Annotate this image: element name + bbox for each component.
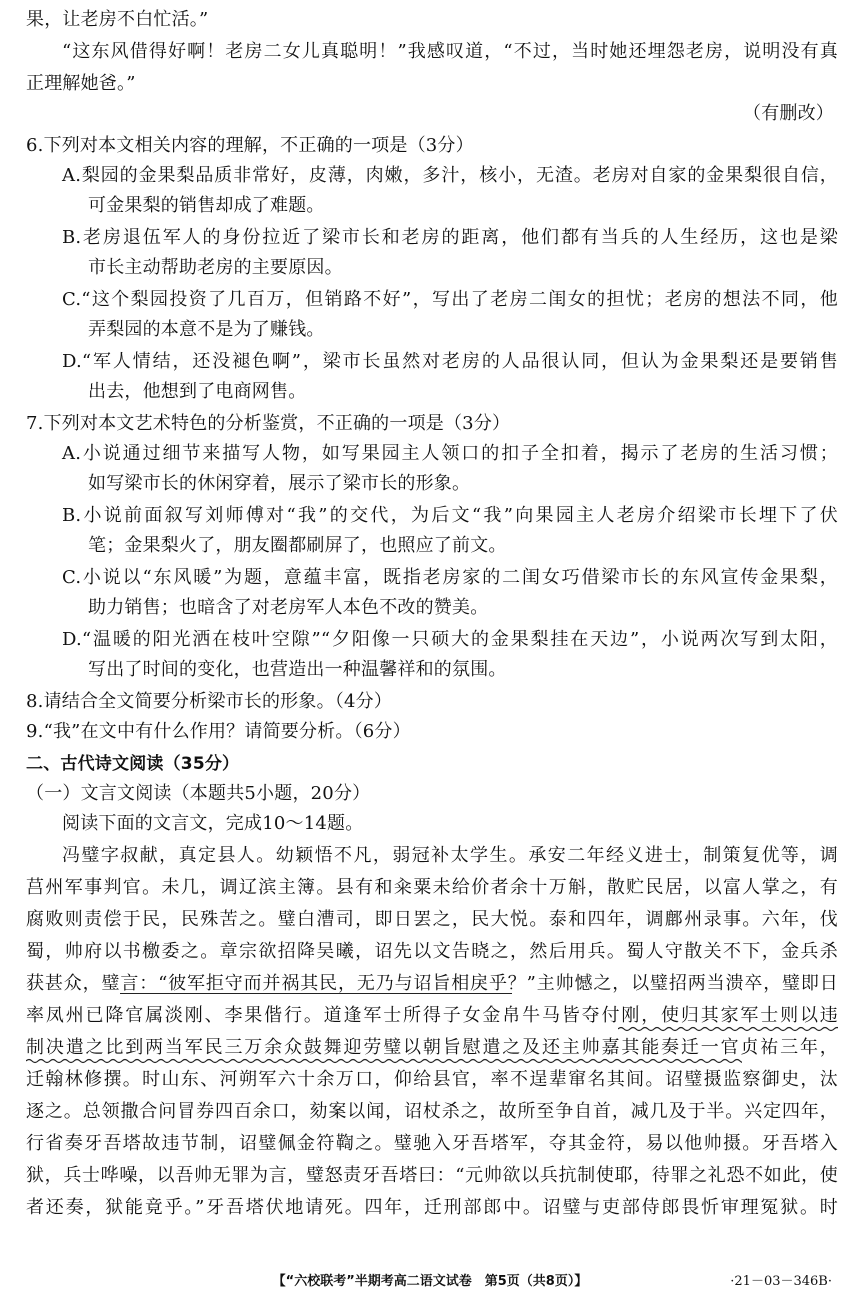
q6-option-a-line2: 可金果梨的销售却成了难题。 [88,195,325,216]
passage-line-11: 狱，兵士哗噪，以吾帅无罪为言，璧怒责牙吾塔曰：“元帅欲以兵抗制使耶，待罪之礼恐不如此，使 [26,1165,838,1186]
source-note: （有删改） [743,103,834,124]
q7-option-c-line2: 助力销售；也暗含了对老房军人本色不改的赞美。 [88,597,489,618]
q6-option-c-line2: 弄梨园的本意不是为了赚钱。 [88,319,325,340]
straight-underline [120,993,512,994]
q7-option-a-line1: A.小说通过细节来描写人物，如写果园主人领口的扣子全扣着，揭示了老房的生活习惯； [62,443,838,464]
q7-option-d-line2: 写出了时间的变化，也营造出一种温馨祥和的氛围。 [88,659,507,680]
text-line-1: 果，让老房不白忙活。” [26,9,209,30]
q7-option-c-line1: C.小说以“东风暖”为题，意蕴丰富，既指老房家的二闺女巧借梁市长的东风宣传金果梨， [62,567,838,588]
question-6: 6.下列对本文相关内容的理解，不正确的一项是（3分） [26,135,474,156]
q6-option-a-line1: A.梨园的金果梨品质非常好，皮薄，肉嫩，多汁，核小，无渣。老房对自家的金果梨很自信， [62,165,838,186]
passage-line-5: 获甚众，璧言：“彼军拒守而并祸其民，无乃与诏旨相戾乎？”主帅憾之，以璧招两当溃卒，璧即日 [26,973,838,994]
q7-option-b-line1: B.小说前面叙写刘师傅对“我”的交代，为后文“我”向果园主人老房介绍梁市长埋下了伏 [62,505,838,526]
q6-option-d-line1: D.“军人情结，还没褪色啊”，梁市长虽然对老房的人品很认同，但认为金果梨还是要销售 [62,351,838,372]
passage-line-12: 者还奏，狱能竟乎。”牙吾塔伏地请死。四年，迁刑部郎中。诏璧与吏部侍郎畏忻审理冤狱。时 [26,1197,838,1218]
passage-line-10: 行省奏牙吾塔故违节制，诏璧佩金符鞫之。璧驰入牙吾塔军，夺其金符，易以他帅摄。牙吾塔入 [26,1133,838,1154]
text-line-3: 正理解她爸。” [26,73,136,94]
passage-line-4: 蜀，帅府以书檄委之。章宗欲招降吴曦，诏先以文告晓之，然后用兵。蜀人守散关不下，金兵杀 [26,941,838,962]
q7-option-d-line1: D.“温暖的阳光洒在枝叶空隙”“夕阳像一只硕大的金果梨挂在天边”，小说两次写到太阳， [62,629,838,650]
q6-option-c-line1: C.“这个梨园投资了几百万，但销路不好”，写出了老房二闺女的担忧；老房的想法不同，他 [62,289,838,310]
reading-instruction: 阅读下面的文言文，完成10～14题。 [62,813,364,834]
q6-option-b-line1: B.老房退伍军人的身份拉近了梁市长和老房的距离，他们都有当兵的人生经历，这也是梁 [62,227,838,248]
question-7: 7.下列对本文艺术特色的分析鉴赏，不正确的一项是（3分） [26,413,511,434]
passage-line-9: 逐之。总领撒合问冒券四百余口，劾案以闻，诏杖杀之，故所至争自首，减几及于半。兴定四年， [26,1101,838,1122]
wavy-underline-1 [618,1026,838,1032]
question-9: 9.“我”在文中有什么作用？请简要分析。（6分） [26,721,411,742]
q6-option-d-line2: 出去，他想到了电商网售。 [88,381,307,402]
passage-line-3: 腐败则责偿于民，民殊苦之。璧白漕司，即日罢之，民大悦。泰和四年，调鄜州录事。六年，伐 [26,909,838,930]
footer-title: 【“六校联考”半期考高二语文试卷 第5页（共8页）】 [272,1274,588,1289]
passage-line-1: 冯璧字叔献，真定县人。幼颖悟不凡，弱冠补太学生。承安二年经义进士，制策复优等，调 [62,845,838,866]
footer-code: ·21－03－346B· [730,1274,832,1289]
subsection-heading: （一）文言文阅读（本题共5小题，20分） [26,783,371,804]
q7-option-a-line2: 如写梁市长的休闲穿着，展示了梁市长的形象。 [88,473,471,494]
passage-line-7: 制决遣之比到两当军民三万余众鼓舞迎劳璧以朝旨慰遣之及还主帅嘉其能奏迁一官贞祐三年， [26,1037,838,1058]
q7-option-b-line2: 笔；金果梨火了，朋友圈都刷屏了，也照应了前文。 [88,535,507,556]
passage-line-6: 率凤州已降官属淡刚、李果偕行。道逢军士所得子女金帛牛马皆夺付刚，使归其家军士则以违 [26,1005,838,1026]
section-heading: 二、古代诗文阅读（35分） [26,754,240,774]
page-footer [0,1270,860,1294]
text-line-2: “这东风借得好啊！老房二女儿真聪明！”我感叹道，“不过，当时她还埋怨老房，说明没有真 [62,41,838,62]
wavy-underline-2 [26,1058,742,1064]
question-8: 8.请结合全文简要分析梁市长的形象。（4分） [26,691,393,712]
q6-option-b-line2: 市长主动帮助老房的主要原因。 [88,257,343,278]
passage-line-8: 迁翰林修撰。时山东、河朔军六十余万口，仰给县官，率不逞辈窜名其间。诏璧摄监察御史，汰 [26,1069,838,1090]
passage-line-2: 莒州军事判官。未几，调辽滨主簿。县有和籴粟未给价者余十万斛，散贮民居，以富人掌之，有 [26,877,838,898]
